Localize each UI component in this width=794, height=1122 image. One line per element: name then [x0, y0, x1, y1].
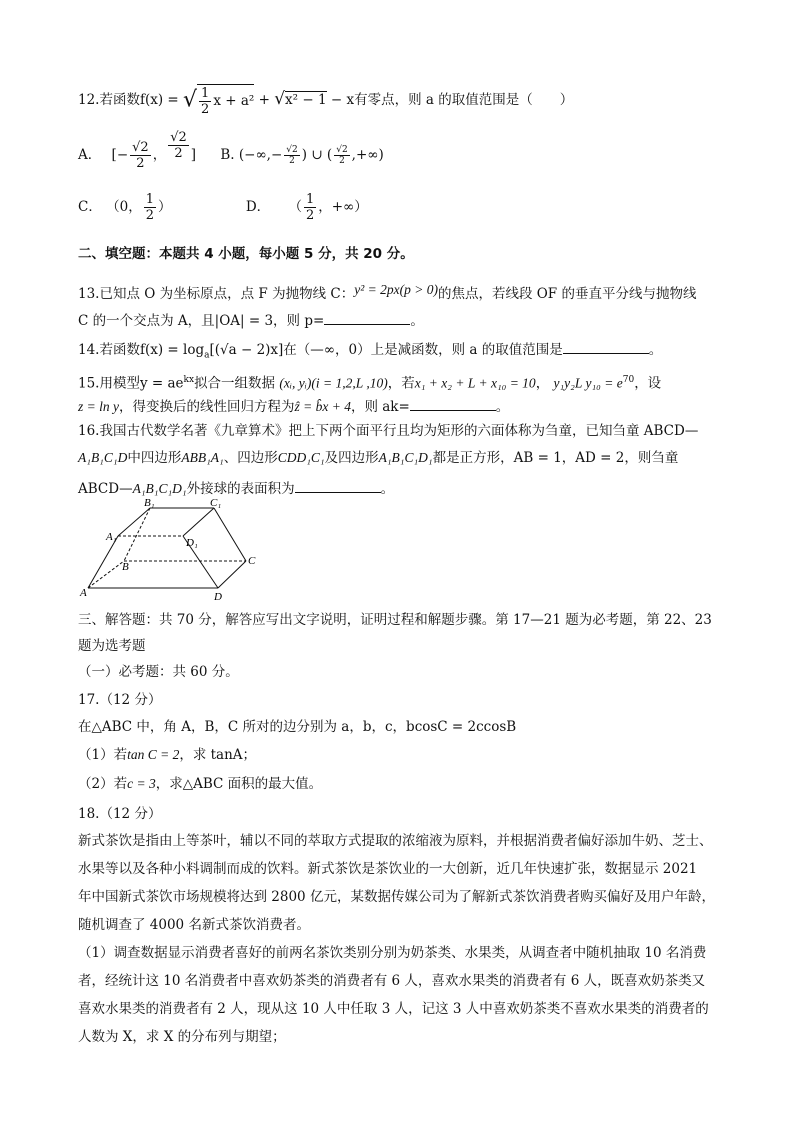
q15-text-a: 15.用模型y = ae — [78, 375, 184, 392]
q18-line-8: 人数为 X，求 X 的分布列与期望； — [78, 1029, 286, 1045]
q16-line1 — [78, 421, 698, 441]
option-b-interval: (−∞,− $\frac{√2}{2}$ ) ∪ ( $\frac{√2}{2}$ ,+∞) — [238, 145, 384, 166]
label-c1: C₁ — [210, 497, 222, 509]
edge-b1a1 — [118, 508, 150, 536]
q13-answer-blank — [324, 310, 410, 325]
q16-answer-blank — [295, 478, 381, 493]
q12-stem-a: 12.若函数f(x) = — [78, 92, 179, 108]
option-c-frac: $\frac{1}{2}$ — [145, 192, 155, 223]
q17-part2 — [78, 774, 322, 794]
q12-plus: + — [258, 92, 270, 108]
label-a1: A₁ — [106, 531, 117, 543]
option-d-open: （ — [288, 199, 302, 215]
q18-line-4: 随机调查了 4000 名新式茶饮消费者。 — [78, 917, 310, 933]
section-3-heading-2: 题为选考题 — [78, 638, 146, 654]
q16-text-c1: ABCD— — [78, 481, 133, 497]
q12-option-a-b — [78, 130, 384, 180]
q15-answer-blank — [410, 396, 496, 411]
label-d: D — [214, 591, 222, 603]
q16-quad-3: A₁B₁C₁D₁ — [378, 450, 433, 465]
q13-period: 。 — [410, 313, 424, 329]
q15-text-h: ，则 ak= — [350, 399, 410, 415]
q15-exp: kx — [183, 375, 195, 385]
q15-prod-exp: 70 — [622, 375, 635, 385]
q14-period: 。 — [648, 342, 663, 358]
q14-text-a: 14.若函数f(x) = log — [78, 342, 205, 358]
sub-required-heading: （一）必考题：共 60 分。 — [78, 664, 239, 680]
option-d-close: ，+∞） — [318, 199, 368, 215]
q15-text-d: ， — [535, 375, 550, 392]
q17-p2-label: （2）若 — [78, 776, 128, 792]
option-c-open: （0， — [106, 199, 142, 215]
q16-line2 — [78, 448, 678, 468]
label-c: C — [248, 555, 256, 567]
q13-line1 — [78, 284, 696, 304]
option-c-label: C． — [78, 199, 102, 215]
option-c-close: ） — [158, 199, 172, 215]
option-a-close: ] — [190, 147, 197, 163]
q17-p1-text: ，求 tanA； — [179, 747, 257, 763]
option-d-label: D． — [245, 199, 271, 215]
q16-solid-name-2: A₁B₁C₁D₁ — [132, 481, 187, 496]
edge-c1c — [214, 508, 246, 561]
q18-line-3: 年中国新式茶饮市场规模将达到 2800 亿元，某数据传媒公司为了解新式茶饮消费者购买偏好及用户年龄， — [78, 889, 715, 905]
q18-line-5: （1）调查数据显示消费者喜好的前两名茶饮类别分别为奶茶类、水果类，从调查者中随机抽取 10 名消费 — [78, 945, 707, 961]
q17-part1 — [78, 745, 256, 765]
q13-line2 — [78, 310, 424, 331]
q17-p2-text: ，求△ABC 面积的最大值。 — [155, 776, 323, 792]
q15-prod: y₁y₂L y₁₀ = e — [553, 375, 623, 391]
q15-z-def: z = ln y — [78, 399, 119, 414]
q13-formula: y² = 2px(p > 0) — [354, 282, 438, 297]
edge-dc — [218, 561, 246, 588]
q16-text-b8: 都是正方形，AB = 1，AD = 2，则刍童 — [432, 450, 679, 466]
q13-text-a: 13.已知点 O 为坐标原点，点 F 为抛物线 C： — [78, 286, 355, 302]
q12-stem — [78, 84, 573, 117]
q16-text-a: 16.我国古代数学名著《九章算术》把上下两个面平行且均为矩形的六面体称为刍童，已知刍童 ABCD— — [78, 423, 699, 439]
label-a: A — [80, 587, 87, 599]
option-b-label: B. — [220, 147, 235, 163]
option-a-open: [− — [111, 147, 129, 163]
q18-line-2: 水果等以及各种小料调制而成的饮料。新式茶饮是茶饮业的一大创新，近几年快速扩张，数据显示 2021 — [78, 861, 698, 877]
edge-ab — [88, 561, 124, 588]
q15-line2 — [78, 396, 509, 417]
sqrt-sign-2: √x² − 1 — [274, 89, 327, 109]
q13-text-c: C 的一个交点为 A，且|OA| = 3，则 p= — [78, 313, 325, 329]
option-a-frac1: $\frac{√2}{2}$ — [132, 140, 149, 171]
label-b1: B₁ — [144, 497, 155, 509]
section-3-heading-1: 三、解答题：共 70 分，解答应写出文字说明，证明过程和解题步骤。第 17—21 题为必考题，第 22、23 — [78, 612, 712, 628]
q17-p1-formula: tan C = 2 — [127, 747, 180, 762]
q15-sum: x₁ + x₂ + L + x₁₀ = 10 — [414, 375, 536, 391]
q16-text-b2: 中四边形 — [127, 450, 182, 466]
option-a-frac2: $\frac{√2}{2}$ — [170, 130, 187, 161]
q12-option-c-d — [78, 192, 368, 232]
q16-solid-name: A₁B₁C₁D — [78, 450, 128, 465]
q15-data: (xᵢ, yᵢ)(i = 1,2,L ,10) — [279, 375, 388, 391]
q17-p2-formula: c = 3 — [127, 776, 156, 791]
q15-text-b: 拟合一组数据 — [194, 375, 276, 392]
q17-p1-label: （1）若 — [78, 747, 128, 763]
sqrt-sign-1: √ $\frac{1}{2}$ x + a² — [183, 86, 255, 117]
q15-text-c: ，若 — [387, 375, 415, 392]
q16-figure-frustum — [78, 496, 278, 604]
option-a-comma: ， — [152, 147, 167, 163]
q17-stem: 在△ABC 中，角 A，B，C 所对的边分别为 a，b，c，bcosC = 2ccosB — [78, 719, 517, 735]
q16-text-b6: 及四边形 — [324, 450, 379, 466]
q14-text-b: [(√a − 2)x]在（—∞，0）上是减函数，则 a 的取值范围是 — [209, 342, 563, 358]
q16-quad-1: ABB₁A₁ — [181, 450, 224, 465]
q15-text-e: ，设 — [634, 375, 662, 392]
frac-half: $\frac{1}{2}$ — [201, 86, 210, 117]
edge-d1c1 — [183, 508, 214, 536]
q15-line1 — [78, 370, 661, 394]
q15-text-g: ，得变换后的线性回归方程为 — [118, 399, 295, 415]
label-b: B — [122, 561, 129, 573]
section-2-heading: 二、填空题：本题共 4 小题，每小题 5 分，共 20 分。 — [78, 246, 414, 262]
q13-text-b: 的焦点，若线段 OF 的垂直平分线与抛物线 — [437, 286, 697, 302]
q14-log-base: a — [204, 350, 210, 361]
q12-stem-b: − x有零点，则 a 的取值范围是（ ） — [330, 92, 574, 108]
q14-answer-blank — [563, 339, 649, 354]
option-a-label: A． — [78, 147, 102, 163]
option-d-frac: $\frac{1}{2}$ — [305, 192, 315, 223]
label-d1: D₁ — [186, 537, 198, 549]
q17-head: 17.（12 分） — [78, 692, 162, 708]
edge-a1a — [88, 536, 118, 588]
q15-regression: ẑ = b̂x + 4 — [294, 399, 351, 414]
q18-line-1: 新式茶饮是指由上等茶叶，辅以不同的萃取方式提取的浓缩液为原料，并根据消费者偏好添加牛奶、芝士、 — [78, 833, 713, 849]
q16-quad-2: CDD₁C₁ — [277, 450, 325, 465]
q18-head: 18.（12 分） — [78, 806, 162, 822]
q18-line-6: 者，经统计这 10 名消费者中喜欢奶茶类的消费者有 6 人，喜欢水果类的消费者有 6 人，既喜欢奶茶类又 — [78, 973, 706, 989]
sqrt1-inner: x + a² — [213, 93, 255, 109]
q15-period: 。 — [495, 399, 510, 415]
q18-line-7: 喜欢水果类的消费者有 2 人，现从这 10 人中任取 3 人，记这 3 人中喜欢奶茶类不喜欢水果类的消费者的 — [78, 1001, 709, 1017]
q16-text-b4: 、四边形 — [223, 450, 278, 466]
q16-text-c3: 外接球的表面积为 — [186, 481, 295, 497]
q16-period: 。 — [380, 481, 395, 497]
q14-line — [78, 339, 662, 366]
edge-b1b — [124, 508, 150, 561]
